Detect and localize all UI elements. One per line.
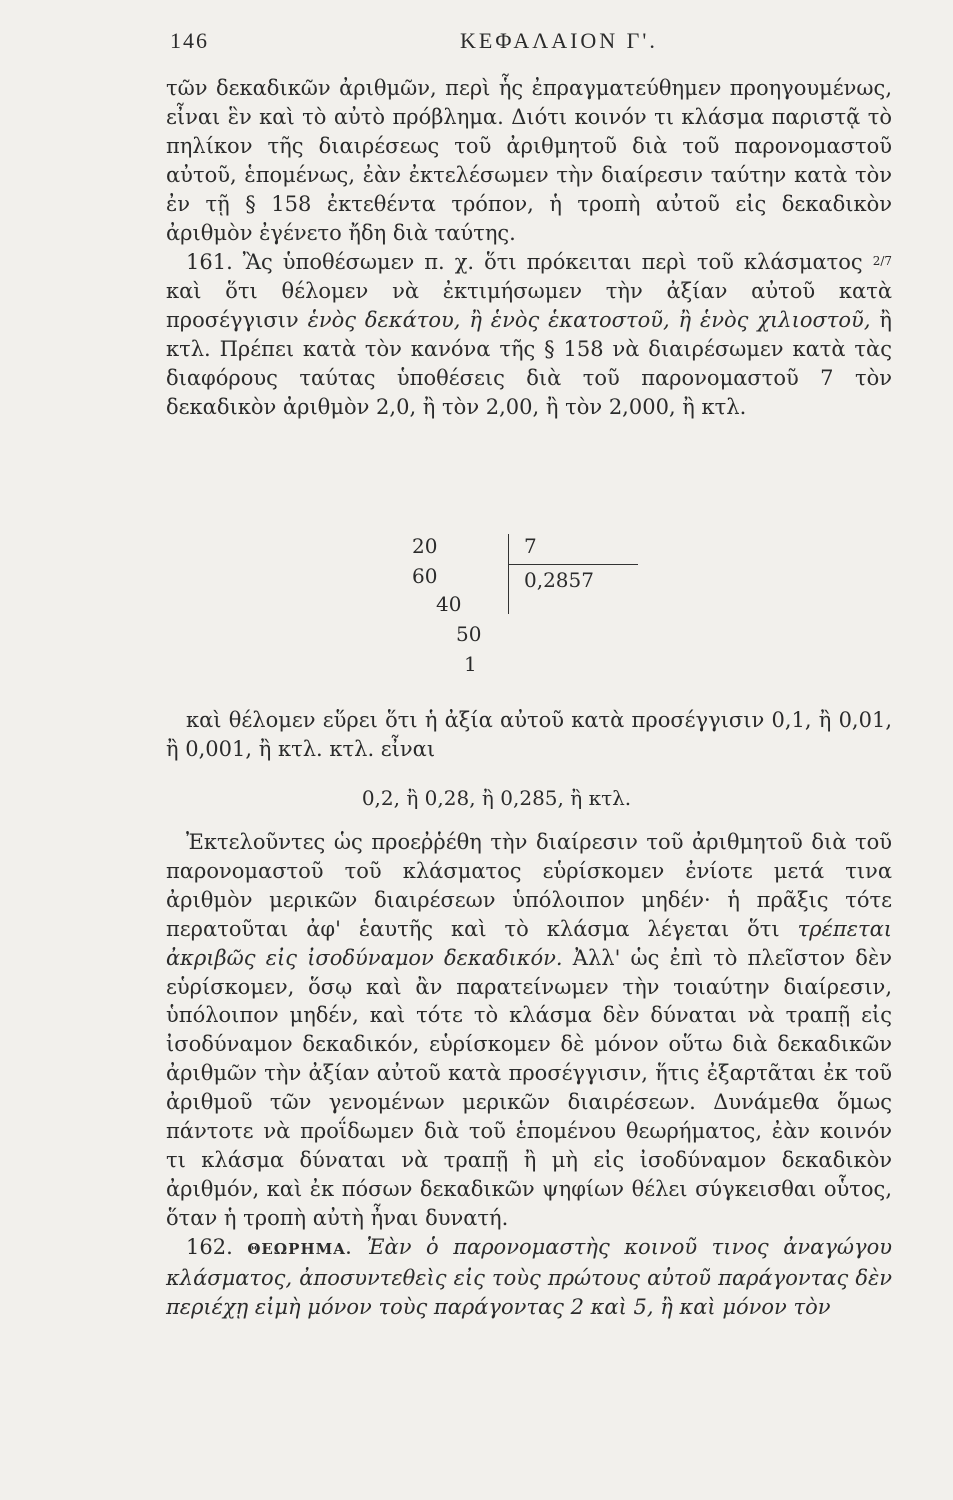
paragraph-3-text-b: Ἀλλ' ὡς ἐπὶ τὸ πλεῖστον δὲν εὑρίσκομεν, ὅσῳ καὶ ἂν παρατείνωμεν τὴν τοιαύτην διαίρεσιν, ὑπόλοιπον μηδέν, καὶ τότε τὸ κλάσμα δὲν δύναται νὰ τραπῇ εἰς ἰσοδύναμον δεκαδικόν, εὑρίσκομεν δὲ μόνον οὕτω διὰ δεκαδικῶν ἀριθμῶν τὴν ἀξίαν αὐτοῦ κατὰ προσέγγισιν, ἥτις ἐξαρτᾶται ἐκ τοῦ ἀριθμοῦ τῶν γενομένων μερικῶν διαιρέσεων. Δυνάμεθα ὅμως πάντοτε νὰ προΐδωμεν διὰ τοῦ ἑπομένου θεωρήματος, ἐὰν κοινόν τι κλάσμα δύναται νὰ τραπῇ ἢ μὴ εἰς ἰσοδύναμον δεκαδικὸν ἀριθμόν, καὶ ἐκ πόσων δεκαδικῶν ψηφίων θέλει σύγκεισθαι οὗτος, ὅταν ἡ τροπὴ αὐτὴ ἦναι δυνατή. <box>166 945 892 1230</box>
paragraph-2: καὶ θέλομεν εὕρει ὅτι ἡ ἀξία αὐτοῦ κατὰ προσέγγισιν 0,1, ἢ 0,01, ἢ 0,001, ἢ κτλ. κτλ. εἶναι <box>166 708 892 761</box>
fraction-2-7: 2/7 <box>872 254 892 269</box>
paragraph-3 <box>166 828 892 1233</box>
division-horizontal-rule <box>508 564 638 565</box>
section-161 <box>166 247 892 421</box>
section-161-text-a: Ἂς ὑποθέσωμεν π. χ. ὅτι πρόκειται περὶ τοῦ κλάσματος <box>242 250 863 275</box>
page-number: 146 <box>170 28 209 53</box>
theorem-label: ΘΕΩΡΗΜΑ. <box>247 1239 353 1258</box>
theorem-text: Ἐὰν ὁ παρονομαστὴς κοινοῦ τινος ἀναγώγου κλάσματος, ἀποσυντεθεὶς εἰς τοὺς πρώτους αὐτοῦ παράγοντας δὲν περιέχῃ εἰμὴ μόνον τοὺς παράγοντας 2 καὶ 5, ἢ καὶ μόνον τὸν <box>166 1234 892 1319</box>
body-text-top <box>166 74 892 422</box>
dividend-row: 40 <box>436 592 462 616</box>
section-162-number: 162. <box>186 1234 233 1259</box>
dividend-row: 20 <box>412 534 438 558</box>
dividend-row: 50 <box>456 622 482 646</box>
results-line: 0,2, ἢ 0,28, ἢ 0,285, ἢ κτλ. <box>361 786 632 810</box>
section-161-italic: ἑνὸς δεκάτου, ἢ ἑνὸς ἑκατοστοῦ, ἢ ἑνὸς χιλιοστοῦ, <box>307 308 871 333</box>
divisor: 7 <box>524 534 537 558</box>
division-vertical-rule <box>508 534 509 614</box>
body-text-mid <box>166 706 892 764</box>
paragraph-1: τῶν δεκαδικῶν ἀριθμῶν, περὶ ἧς ἐπραγματεύθημεν προηγουμένως, εἶναι ἓν καὶ τὸ αὐτὸ πρόβλημα. Διότι κοινόν τι κλάσμα παριστᾷ τὸ πηλίκον τῆς διαιρέσεως τοῦ ἀριθμητοῦ διὰ τοῦ παρονομαστοῦ αὐτοῦ, ἑπομένως, ἐὰν ἐκτελέσωμεν τὴν διαίρεσιν ταύτην κατὰ τὸν ἐν τῇ § 158 ἐκτεθέντα τρόπον, ἡ τροπὴ αὐτοῦ εἰς δεκαδικὸν ἀριθμὸν ἐγένετο ἤδη διὰ ταύτης. <box>166 76 892 245</box>
paragraph-3-italic: τρέπεται ἀκριβῶς εἰς ἰσοδύναμον δεκαδικόν. <box>166 916 892 970</box>
section-162 <box>166 1233 892 1322</box>
long-division <box>400 528 660 678</box>
section-161-text-b: καὶ ὅτι θέλομεν νὰ ἐκτιμήσωμεν τὴν ἀξίαν αὐτοῦ κατὰ προσέγγισιν <box>166 279 892 333</box>
body-text-bottom <box>166 828 892 1321</box>
section-161-text-c: ἢ κτλ. Πρέπει κατὰ τὸν κανόνα τῆς § 158 νὰ διαιρέσωμεν κατὰ τὰς διαφόρους ταύτας ὑποθέσεις διὰ τοῦ παρονομαστοῦ 7 τὸν δεκαδικὸν ἀριθμὸν 2,0, ἢ τὸν 2,00, ἢ τὸν 2,000, ἢ κτλ. <box>166 308 892 419</box>
chapter-title: ΚΕΦΑΛΑΙΟΝ Γ'. <box>460 28 658 53</box>
section-161-number: 161. <box>186 250 233 275</box>
page-header <box>170 28 890 58</box>
dividend-row: 60 <box>412 564 438 588</box>
quotient: 0,2857 <box>524 568 594 592</box>
dividend-row: 1 <box>464 652 477 676</box>
paragraph-3-text-a: Ἐκτελοῦντες ὡς προεῤῥέθη τὴν διαίρεσιν τοῦ ἀριθμητοῦ διὰ τοῦ παρονομαστοῦ τοῦ κλάσματος εὑρίσκομεν ἐνίοτε μετά τινα ἀριθμὸν μερικῶν διαιρέσεων ὑπόλοιπον μηδέν· ἡ πρᾶξις τότε περατοῦται ἀφ' ἑαυτῆς καὶ τὸ κλάσμα λέγεται ὅτι <box>166 830 892 941</box>
